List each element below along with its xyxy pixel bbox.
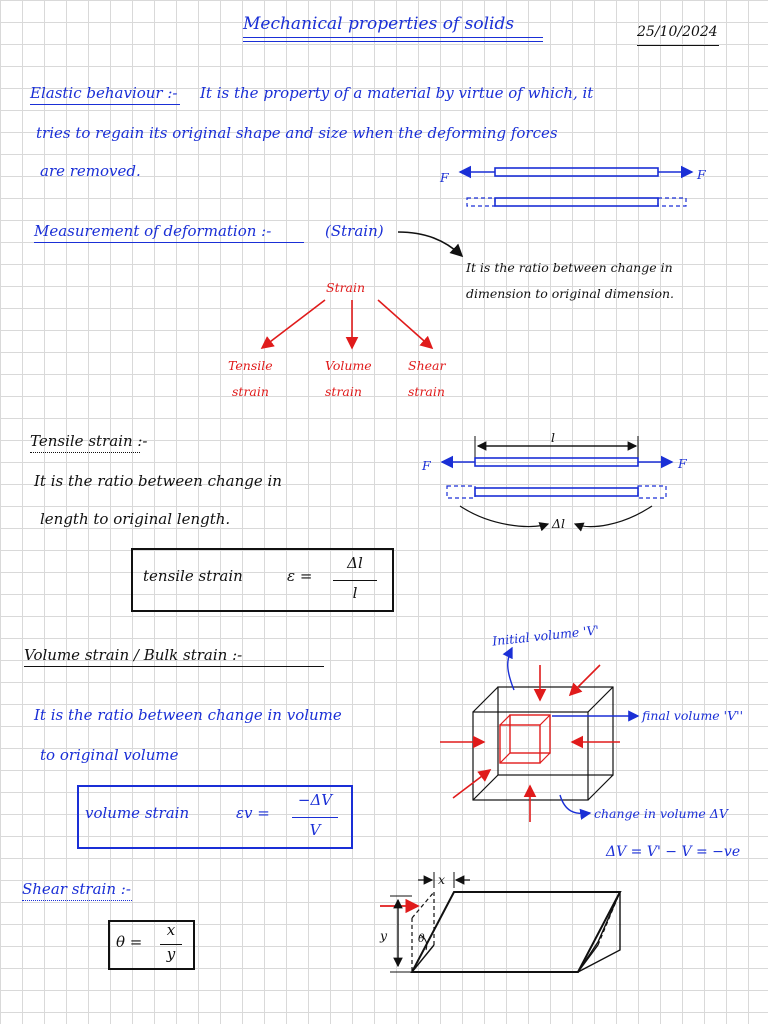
- shear-heading-underline: [22, 900, 132, 901]
- final-volume-label: final volume 'V'': [642, 708, 744, 723]
- shear-x-label: x: [438, 872, 446, 887]
- tensile-line-2: length to original length.: [40, 510, 231, 528]
- tree-child-shear-1: Shear: [408, 358, 446, 373]
- tensile-heading: Tensile strain :-: [30, 432, 148, 450]
- tensile-fraction-bar: [333, 580, 377, 581]
- measurement-heading-underline: [34, 242, 304, 243]
- shear-formula-symbol: θ =: [116, 933, 143, 951]
- tensile-numerator: Δl: [347, 554, 363, 572]
- strain-tree-arrows: [262, 300, 432, 348]
- strain-definition-line-2: dimension to original dimension.: [466, 286, 675, 301]
- tree-child-volume-1: Volume: [325, 358, 372, 373]
- volume-formula-label: volume strain: [85, 804, 190, 822]
- tensile-formula-label: tensile strain: [143, 567, 243, 585]
- volume-cube-diagram: [440, 648, 638, 822]
- shear-y-label: y: [380, 928, 388, 943]
- elastic-heading-underline: [30, 104, 180, 105]
- shear-denominator: y: [166, 945, 176, 963]
- measurement-heading: Measurement of deformation :-: [34, 222, 272, 240]
- volume-relation: ΔV = V' − V = −ve: [606, 844, 741, 860]
- tensile-diagram-length: l: [551, 430, 555, 445]
- elastic-line-2: tries to regain its original shape and size when the deforming forces: [36, 124, 558, 142]
- title-underline-2: [243, 41, 543, 42]
- shear-heading: Shear strain :-: [22, 880, 131, 898]
- page-date: 25/10/2024: [637, 24, 718, 40]
- volume-fraction-bar: [292, 817, 338, 818]
- volume-line-1: It is the ratio between change in volume: [34, 706, 342, 724]
- tree-root: Strain: [326, 280, 366, 295]
- tensile-formula-symbol: ε =: [287, 567, 313, 585]
- tree-child-shear-2: strain: [408, 384, 445, 399]
- initial-volume-label: Initial volume 'V': [491, 622, 600, 649]
- elastic-line-1: It is the property of a material by virtue of which, it: [200, 84, 594, 102]
- shear-block-diagram: [380, 872, 620, 972]
- tensile-denominator: l: [352, 584, 358, 602]
- tensile-rod-diagram: [442, 436, 672, 527]
- elastic-rod-diagram: [460, 168, 692, 206]
- tensile-diagram-delta: Δl: [552, 516, 566, 531]
- elastic-force-right: F: [697, 167, 706, 182]
- tensile-line-1: It is the ratio between change in: [34, 472, 282, 490]
- date-underline: [637, 45, 719, 46]
- strain-definition-line-1: It is the ratio between change in: [466, 260, 673, 275]
- elastic-force-left: F: [440, 170, 449, 185]
- elastic-heading: Elastic behaviour :-: [30, 84, 178, 102]
- volume-heading: Volume strain / Bulk strain :-: [24, 646, 243, 664]
- tree-child-volume-2: strain: [325, 384, 362, 399]
- title-underline: [243, 37, 543, 38]
- tree-child-tensile-1: Tensile: [228, 358, 273, 373]
- elastic-line-3: are removed.: [40, 162, 141, 180]
- change-volume-label: change in volume ΔV: [594, 806, 728, 821]
- page-title: Mechanical properties of solids: [243, 14, 515, 34]
- shear-theta-label: θ: [418, 932, 425, 945]
- volume-formula-symbol: εv =: [236, 804, 270, 822]
- volume-line-2: to original volume: [40, 746, 179, 764]
- strain-label: (Strain): [325, 222, 384, 240]
- tree-child-tensile-2: strain: [232, 384, 269, 399]
- tensile-force-right: F: [678, 456, 687, 471]
- tensile-force-left: F: [422, 458, 431, 473]
- volume-numerator: −ΔV: [297, 791, 333, 809]
- volume-denominator: V: [309, 821, 321, 839]
- tensile-heading-underline: [30, 452, 140, 453]
- volume-heading-underline: [24, 666, 324, 667]
- shear-numerator: x: [166, 921, 176, 939]
